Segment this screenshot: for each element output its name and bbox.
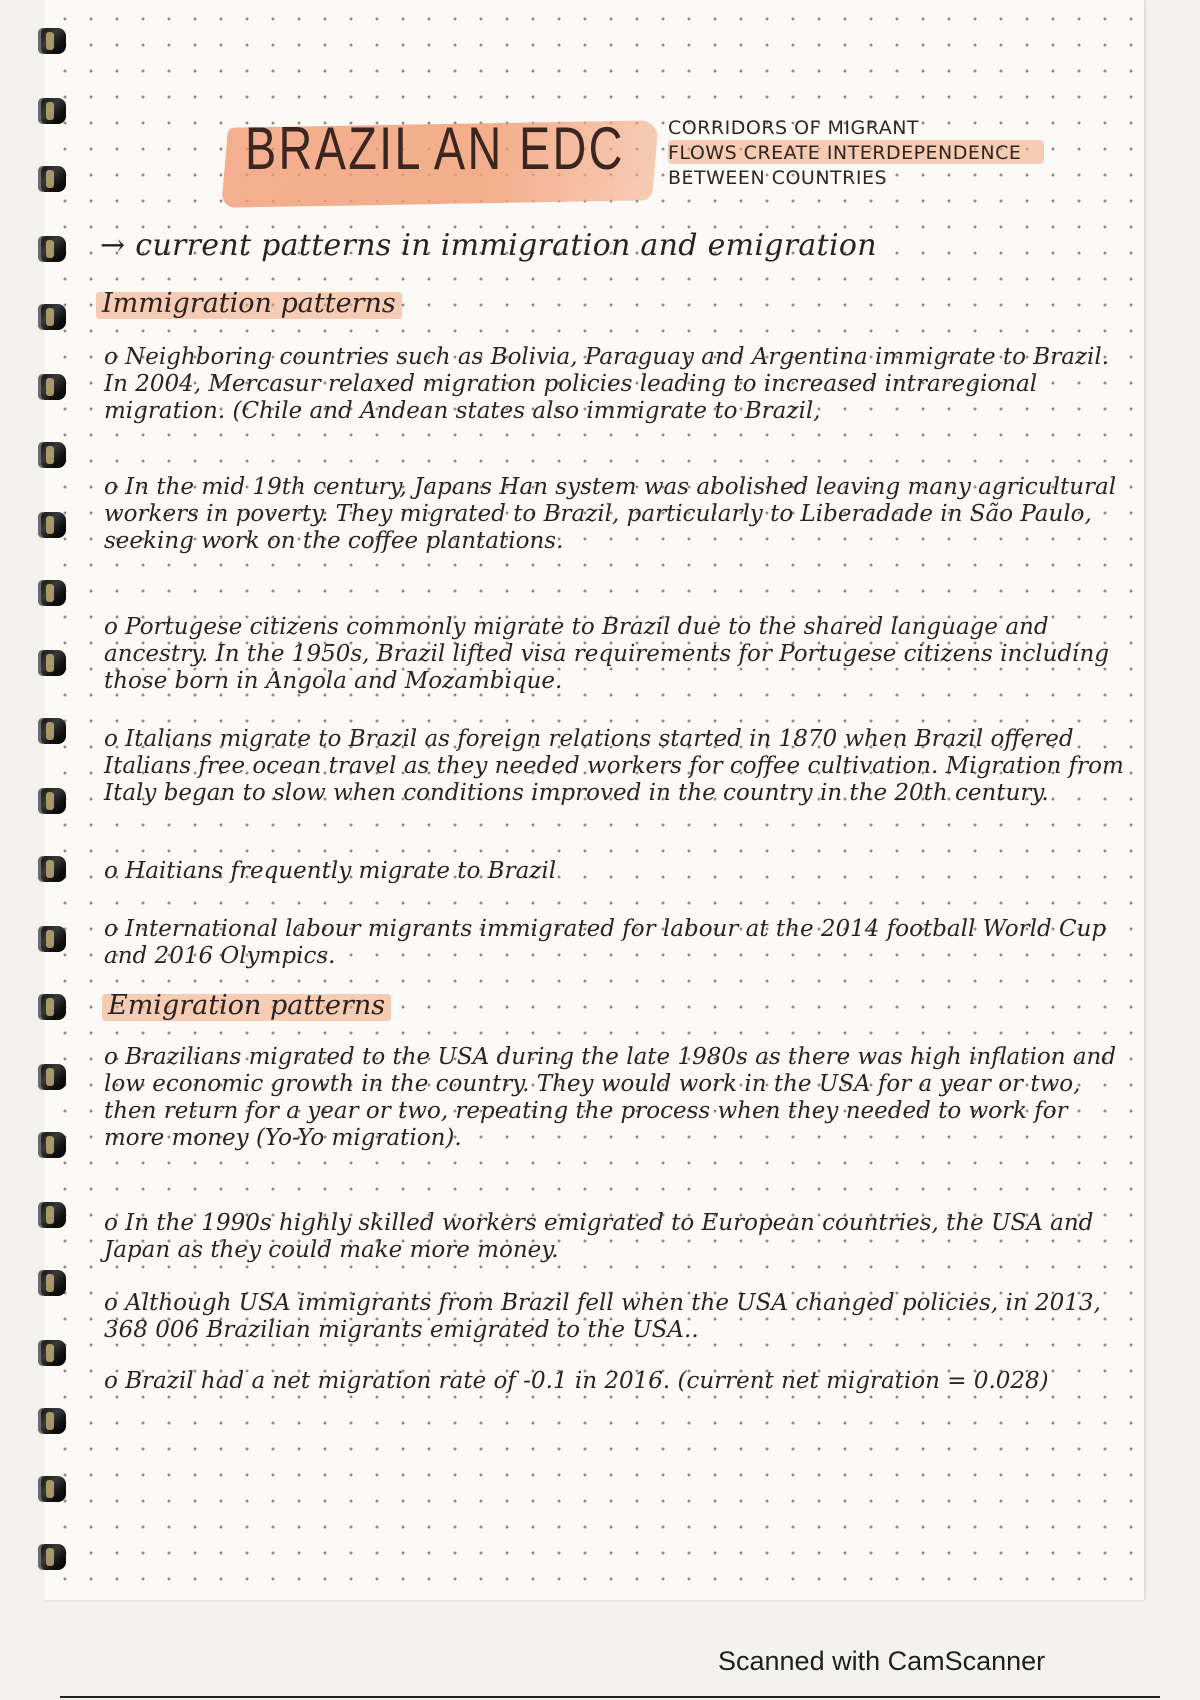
binding-ring xyxy=(38,580,66,606)
binding-ring xyxy=(38,236,66,262)
footer-divider xyxy=(60,1696,1160,1698)
binding-ring xyxy=(38,98,66,124)
list-item: o In the mid 19th century, Japans Han system was abolished leaving many agricultural workers in poverty. They migrated to Brazil, particularly to Liberadade in São Paulo, seeking work on the coffee plantations. xyxy=(104,474,1117,554)
intro-line: → current patterns in immigration and emigration xyxy=(100,228,877,263)
title-block xyxy=(225,108,712,182)
list-item: o Haitians frequently migrate to Brazil xyxy=(104,858,557,884)
list-item: o In the 1990s highly skilled workers emigrated to European countries, the USA and Japan as they could make more money. xyxy=(104,1210,1094,1263)
binding-ring xyxy=(38,1064,66,1090)
binding-ring xyxy=(38,718,66,744)
binding-ring xyxy=(38,374,66,400)
list-item: o Neighboring countries such as Bolivia, Paraguay and Argentina immigrate to Brazil. In 2004, Mercasur relaxed migration policies leading to increased intraregional migration. (Chile and Andean states also immigrate to Brazil, xyxy=(104,344,1110,424)
emigration-heading: Emigration patterns xyxy=(102,990,391,1021)
binding-ring xyxy=(38,994,66,1020)
list-item: o International labour migrants immigrated for labour at the 2014 football World Cup and 2016 Olympics. xyxy=(104,916,1107,969)
list-item: o Although USA immigrants from Brazil fell when the USA changed policies, in 2013, 368 006 Brazilian migrants emigrated to the USA.. xyxy=(104,1290,1101,1343)
binding-ring xyxy=(38,1544,66,1570)
list-item: o Brazilians migrated to the USA during the late 1980s as there was high inflation and low economic growth in the country. They would work in the USA for a year or two, then return for a year or two, repeating the process when they needed to work for more money (Yo-Yo migration). xyxy=(104,1044,1117,1151)
page-subtitle xyxy=(668,116,1021,191)
binding-ring xyxy=(38,1408,66,1434)
binding-ring xyxy=(38,512,66,538)
binding-ring xyxy=(38,856,66,882)
binding-ring xyxy=(38,926,66,952)
binding-ring xyxy=(38,788,66,814)
page-title: BRAZIL AN EDC xyxy=(245,115,625,182)
immigration-heading: Immigration patterns xyxy=(96,288,402,319)
binding-ring xyxy=(38,1202,66,1228)
subtitle-line: CORRIDORS OF MIGRANT xyxy=(668,117,920,139)
binding-ring xyxy=(38,28,66,54)
binding-ring xyxy=(38,650,66,676)
spiral-binding xyxy=(0,0,80,1640)
binding-ring xyxy=(38,1476,66,1502)
list-item: o Portugese citizens commonly migrate to Brazil due to the shared language and ancestry. In the 1950s, Brazil lifted visa requirements for Portugese citizens including those born in Angola and Mozambique. xyxy=(104,614,1109,694)
binding-ring xyxy=(38,304,66,330)
binding-ring xyxy=(38,442,66,468)
scanner-watermark: Scanned with CamScanner xyxy=(718,1646,1046,1676)
binding-ring xyxy=(38,1340,66,1366)
binding-ring xyxy=(38,166,66,192)
list-item: o Brazil had a net migration rate of -0.1 in 2016. (current net migration = 0.028) xyxy=(104,1368,1049,1394)
subtitle-line: FLOWS CREATE INTERDEPENDENCE xyxy=(668,142,1022,164)
binding-ring xyxy=(38,1270,66,1296)
list-item: o Italians migrate to Brazil as foreign relations started in 1870 when Brazil offered Italians free ocean travel as they needed workers for coffee cultivation. Migration from Italy began to slow when conditions improved in the country in the 20th century. xyxy=(104,726,1124,806)
binding-ring xyxy=(38,1132,66,1158)
subtitle-line: BETWEEN COUNTRIES xyxy=(668,167,888,189)
